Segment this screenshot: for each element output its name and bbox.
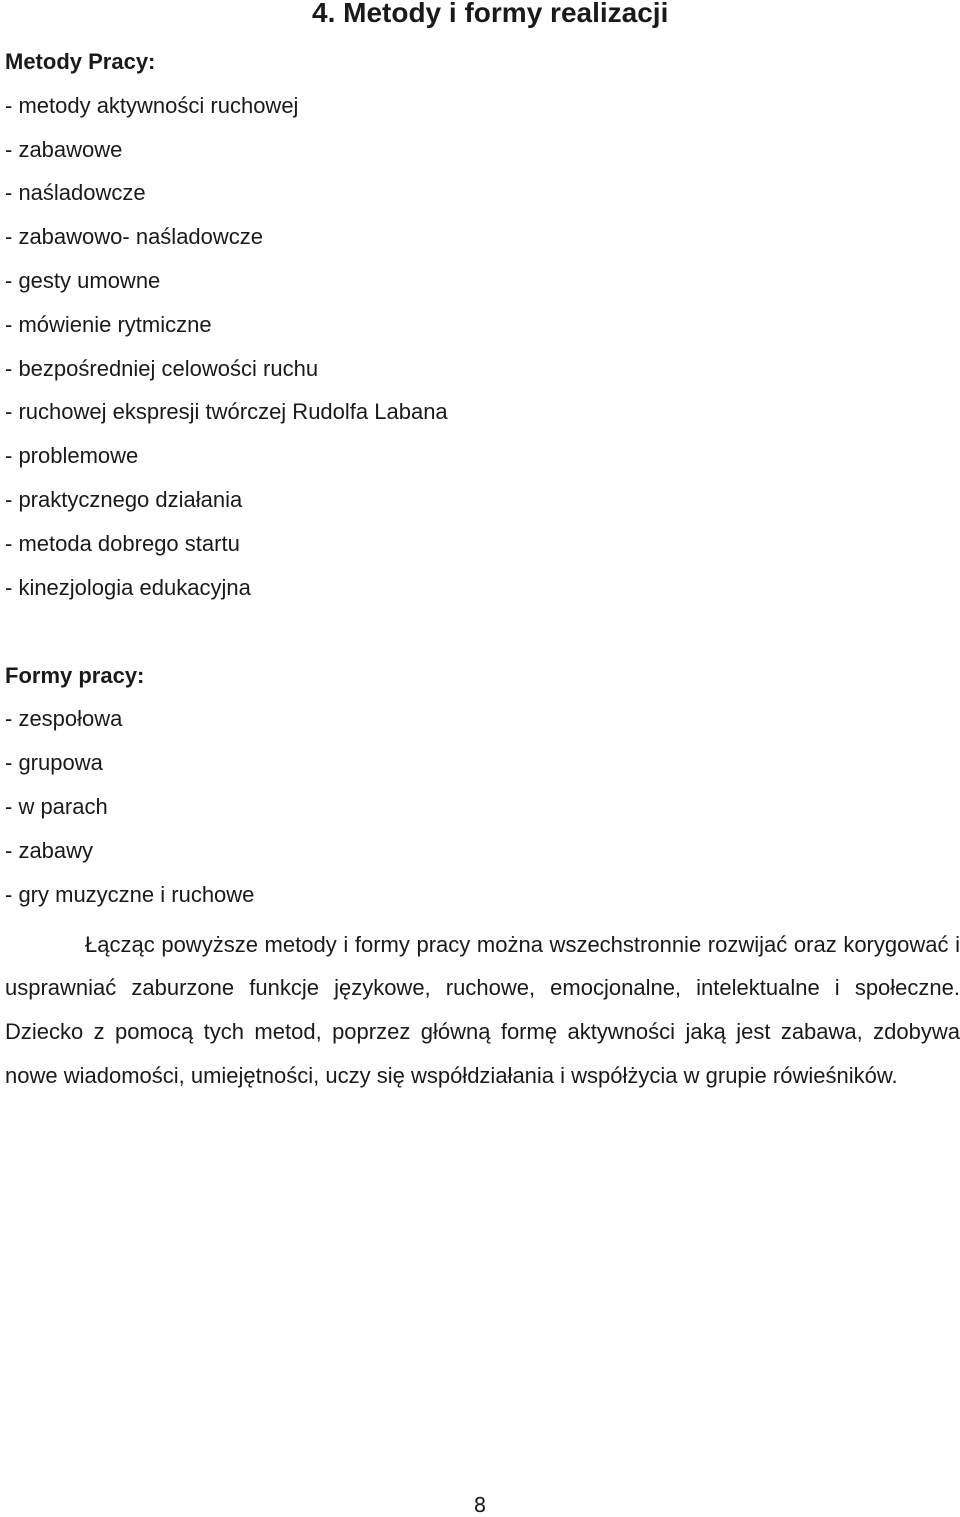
list-item: - gesty umowne <box>5 267 161 293</box>
list-item: - ruchowej ekspresji twórczej Rudolfa Labana <box>5 399 448 425</box>
list-item: - gry muzyczne i ruchowe <box>5 881 255 907</box>
list-item: - zabawy <box>5 837 94 863</box>
methods-list <box>5 91 960 603</box>
forms-list <box>5 704 960 909</box>
methods-heading: Metody Pracy: <box>5 49 156 74</box>
list-item: - kinezjologia edukacyjna <box>5 574 251 600</box>
list-item: - bezpośredniej celowości ruchu <box>5 355 319 381</box>
list-item: - metody aktywności ruchowej <box>5 92 299 118</box>
list-item: - w parach <box>5 793 108 819</box>
page-title: 4. Metody i formy realizacji <box>312 0 669 28</box>
list-item: - metoda dobrego startu <box>5 530 240 556</box>
list-item: - mówienie rytmiczne <box>5 311 212 337</box>
summary-paragraph: Łącząc powyższe metody i formy pracy można wszechstronnie rozwijać oraz korygować i usprawniać zaburzone funkcje językowe, ruchowe, emocjonalne, intelektualne i społeczne. Dziecko z pomocą tych metod, poprzez główną formę aktywności jaką jest zabawa, zdobywa nowe wiadomości, umiejętności, uczy się współdziałania i współżycia w grupie rówieśników. <box>5 931 960 1088</box>
list-item: - zabawowo- naśladowcze <box>5 224 264 250</box>
list-item: - grupowa <box>5 750 103 776</box>
list-item: - problemowe <box>5 443 139 469</box>
forms-heading: Formy pracy: <box>5 662 145 688</box>
page-number: 8 <box>473 1493 487 1517</box>
document-body <box>5 47 960 1098</box>
list-item: - zespołowa <box>5 706 123 732</box>
list-item: - naśladowcze <box>5 180 146 206</box>
list-item: - praktycznego działania <box>5 486 243 512</box>
list-item: - zabawowe <box>5 136 123 162</box>
